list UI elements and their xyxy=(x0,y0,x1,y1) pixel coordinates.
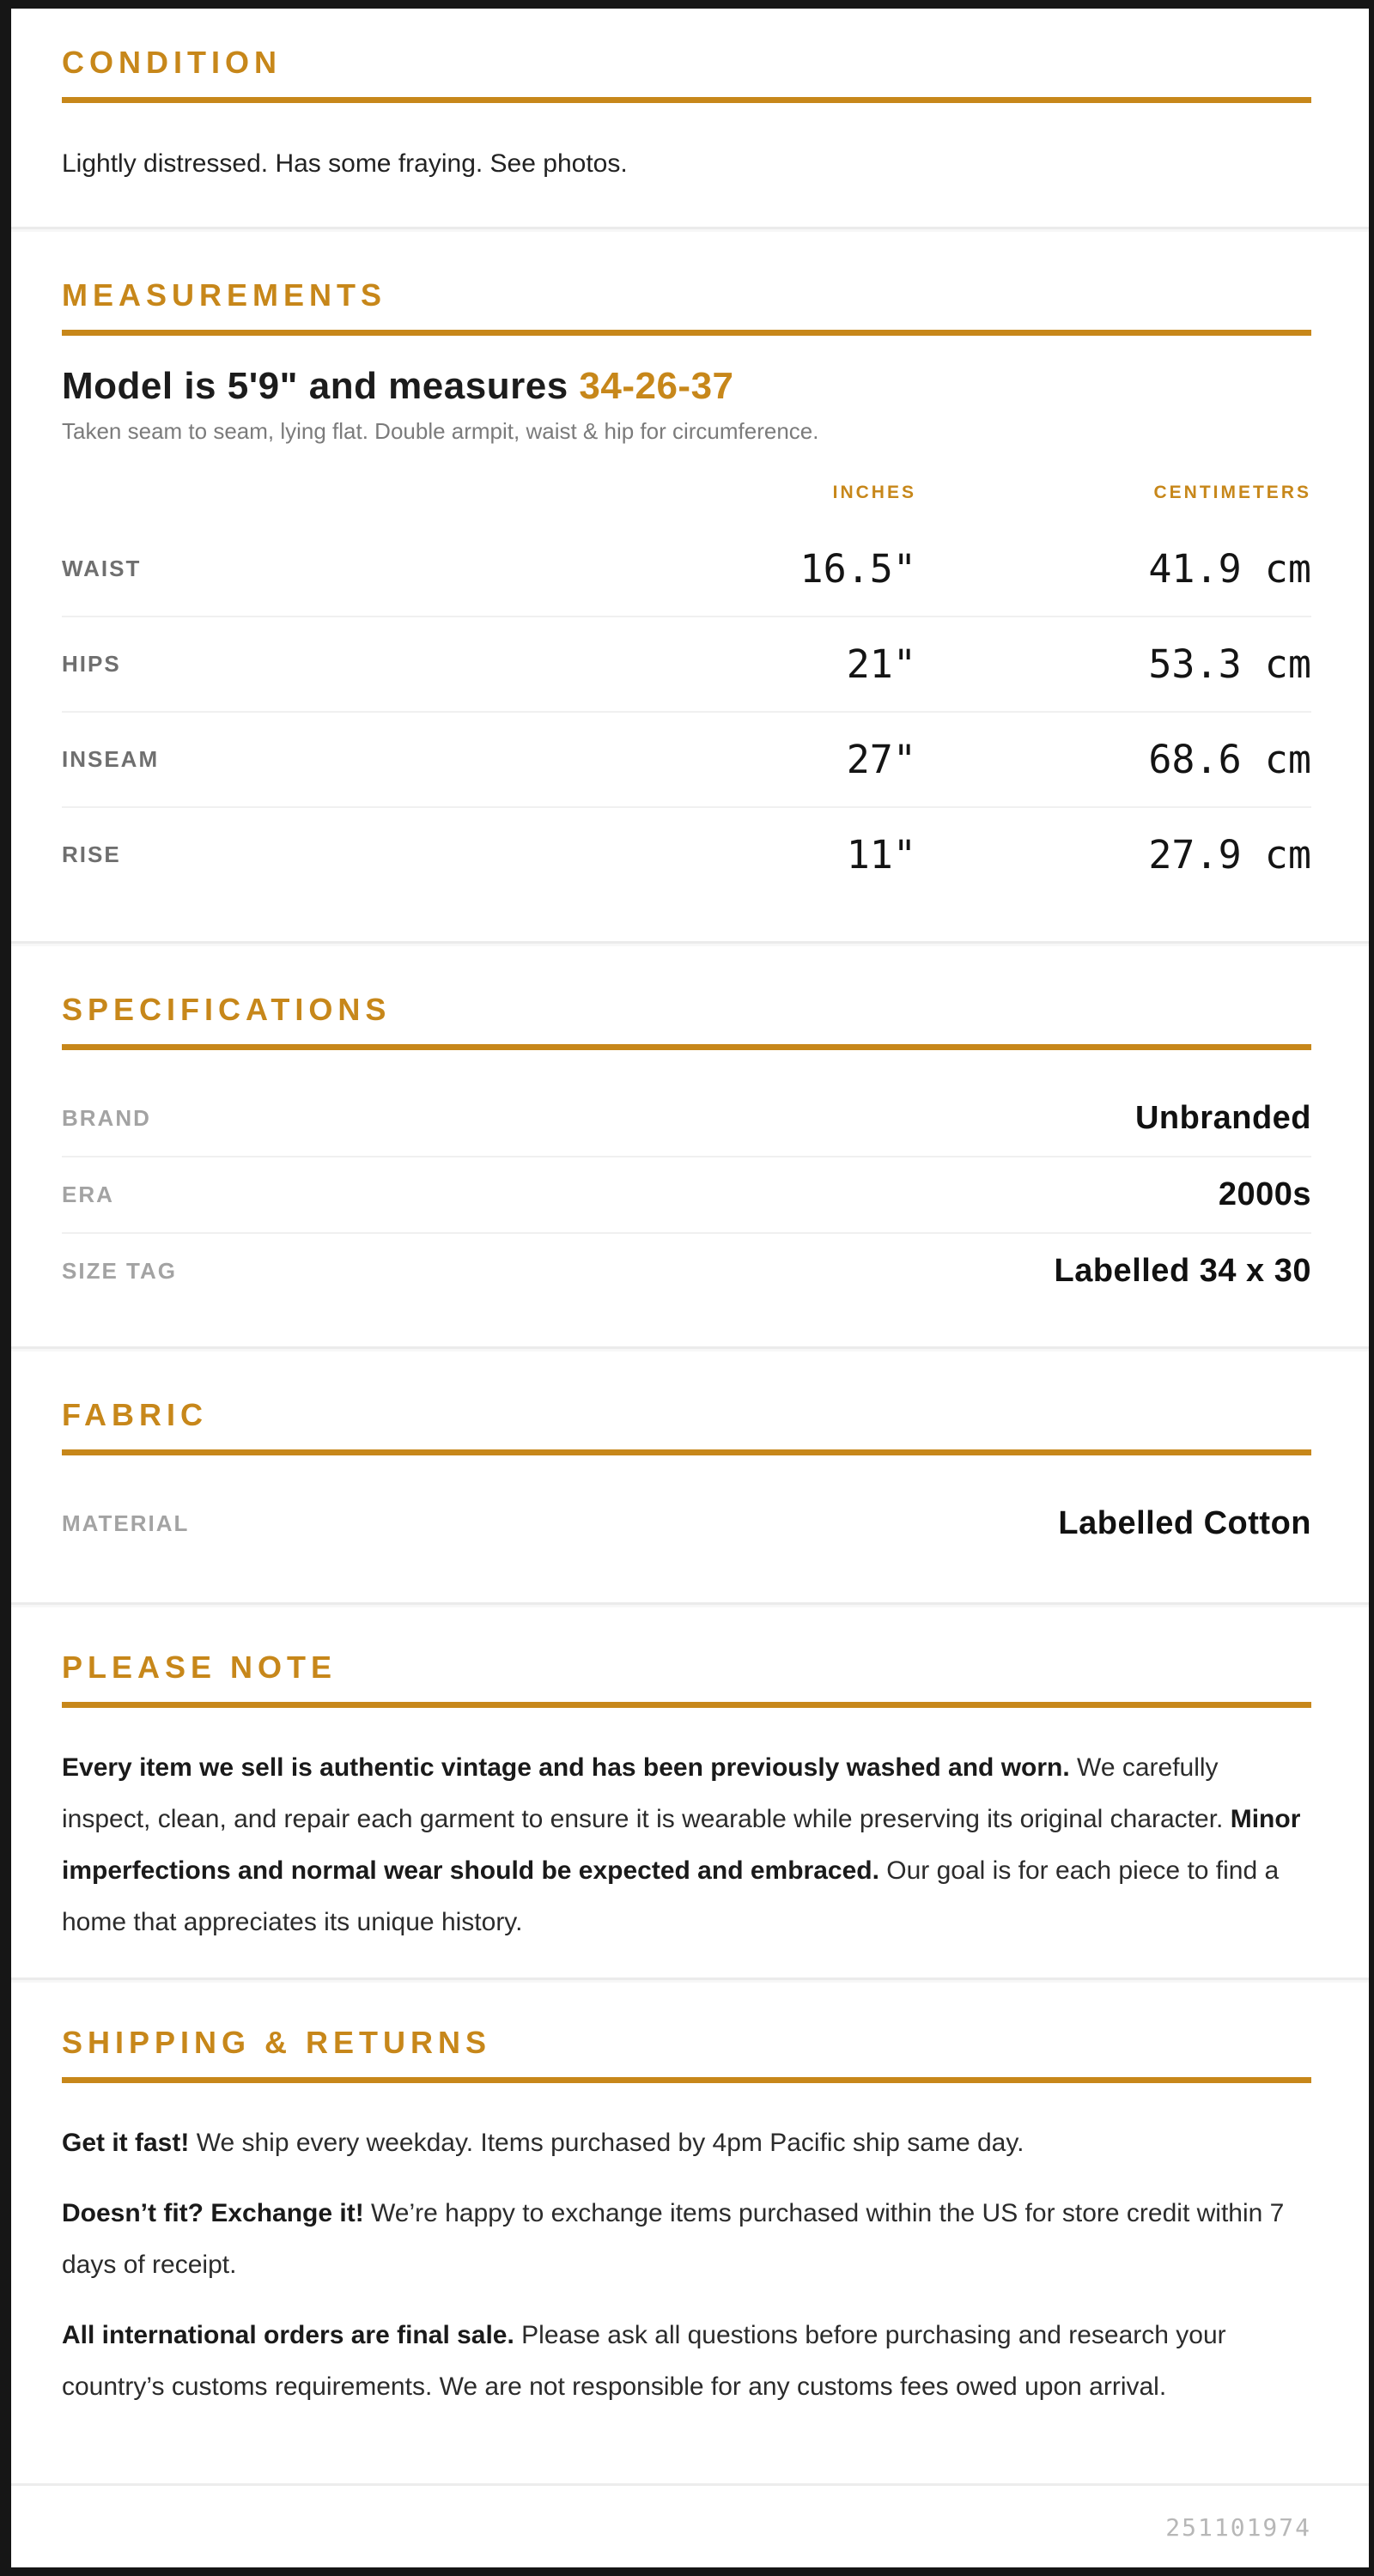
spec-label: MATERIAL xyxy=(62,1510,190,1536)
note-bold-segment: Every item we sell is authentic vintage and has been previously washed and worn. xyxy=(62,1753,1078,1782)
section-please-note xyxy=(11,1607,1369,1978)
section-measurements xyxy=(11,232,1369,941)
measurement-note: Taken seam to seam, lying flat. Double armpit, waist & hip for circumference. xyxy=(62,418,819,444)
row-label: WAIST xyxy=(62,556,142,581)
section-shipping-returns xyxy=(11,1983,1369,2439)
spec-row-brand xyxy=(62,1081,1311,1157)
footer xyxy=(11,2483,1369,2567)
paragraph-body: We’re happy to exchange items purchased within the US for store credit within 7 days of receipt. xyxy=(62,2199,1285,2279)
table-row-inseam xyxy=(62,713,1311,808)
row-value-inches: 11" xyxy=(846,832,916,878)
row-label: RISE xyxy=(62,841,121,867)
model-sizes: 34-26-37 xyxy=(579,365,734,407)
shipping-paragraph-exchange xyxy=(62,2188,1311,2291)
row-value-cm: 53.3 cm xyxy=(1148,641,1311,687)
row-label: INSEAM xyxy=(62,746,160,772)
spec-row-size-tag xyxy=(62,1234,1311,1309)
column-header-inches: INCHES xyxy=(832,483,916,502)
please-note-paragraph xyxy=(62,1742,1311,1948)
model-heading-text: Model is 5'9" and measures xyxy=(62,365,580,407)
item-number: 251101974 xyxy=(1165,2513,1311,2542)
spec-row-era xyxy=(62,1157,1311,1234)
model-heading xyxy=(62,365,1311,408)
note-segment: Our goal is for each piece to find a home that appreciates its unique history. xyxy=(62,1856,1280,1936)
spec-label: ERA xyxy=(62,1182,114,1207)
please-note-title: PLEASE NOTE xyxy=(62,1649,337,1685)
table-row-waist xyxy=(62,522,1311,617)
table-row-hips xyxy=(62,617,1311,713)
specifications-title-rule xyxy=(62,1044,1311,1050)
specifications-title: SPECIFICATIONS xyxy=(62,992,392,1027)
paragraph-lead: Get it fast! xyxy=(62,2129,197,2157)
product-details-panel xyxy=(11,9,1369,2567)
spec-label: SIZE TAG xyxy=(62,1258,177,1284)
shipping-paragraph-international xyxy=(62,2310,1311,2413)
spec-row-material xyxy=(62,1486,1311,1561)
paragraph-body: We ship every weekday. Items purchased by 4pm Pacific ship same day. xyxy=(196,2129,1024,2157)
shipping-paragraph-fast xyxy=(62,2117,1311,2169)
spec-label: BRAND xyxy=(62,1105,151,1131)
measurements-title-rule xyxy=(62,330,1311,336)
section-specifications xyxy=(11,946,1369,1346)
note-segment: We carefully inspect, clean, and repair each garment to ensure it is wearable while preserving its original character. xyxy=(62,1753,1231,1833)
row-value-inches: 21" xyxy=(846,641,916,687)
condition-title: CONDITION xyxy=(62,45,282,80)
spec-value: 2000s xyxy=(1218,1176,1311,1212)
row-value-inches: 27" xyxy=(846,737,916,782)
shipping-title-rule xyxy=(62,2077,1311,2083)
condition-title-rule xyxy=(62,97,1311,103)
spec-value: Labelled Cotton xyxy=(1058,1505,1311,1541)
specifications-rows xyxy=(62,1081,1311,1309)
row-value-cm: 68.6 cm xyxy=(1148,737,1311,782)
shipping-title: SHIPPING & RETURNS xyxy=(62,2025,492,2060)
table-row-rise xyxy=(62,808,1311,902)
measurements-title: MEASUREMENTS xyxy=(62,277,387,313)
column-header-centimeters: CENTIMETERS xyxy=(1153,483,1311,502)
paragraph-body: Please ask all questions before purchasing and research your country’s customs requirements. We are not responsible for any customs fees owed upon arrival. xyxy=(62,2321,1226,2401)
paragraph-lead: All international orders are final sale. xyxy=(62,2321,522,2349)
spec-value: Unbranded xyxy=(1134,1100,1311,1136)
note-bold-segment: Minor imperfections and normal wear should be expected and embraced. xyxy=(62,1805,1301,1885)
please-note-title-rule xyxy=(62,1702,1311,1708)
measurements-header-row xyxy=(62,483,1311,522)
section-condition xyxy=(11,9,1369,227)
paragraph-lead: Doesn’t fit? Exchange it! xyxy=(62,2199,372,2227)
measurements-table xyxy=(62,483,1311,902)
fabric-title: FABRIC xyxy=(62,1397,208,1432)
spec-value: Labelled 34 x 30 xyxy=(1054,1253,1311,1289)
condition-body: Lightly distressed. Has some fraying. See photos. xyxy=(62,149,628,178)
fabric-rows xyxy=(62,1486,1311,1561)
section-fabric xyxy=(11,1352,1369,1602)
row-value-cm: 41.9 cm xyxy=(1148,546,1311,592)
fabric-title-rule xyxy=(62,1449,1311,1455)
row-label: HIPS xyxy=(62,651,121,677)
row-value-inches: 16.5" xyxy=(799,546,916,592)
row-value-cm: 27.9 cm xyxy=(1148,832,1311,878)
